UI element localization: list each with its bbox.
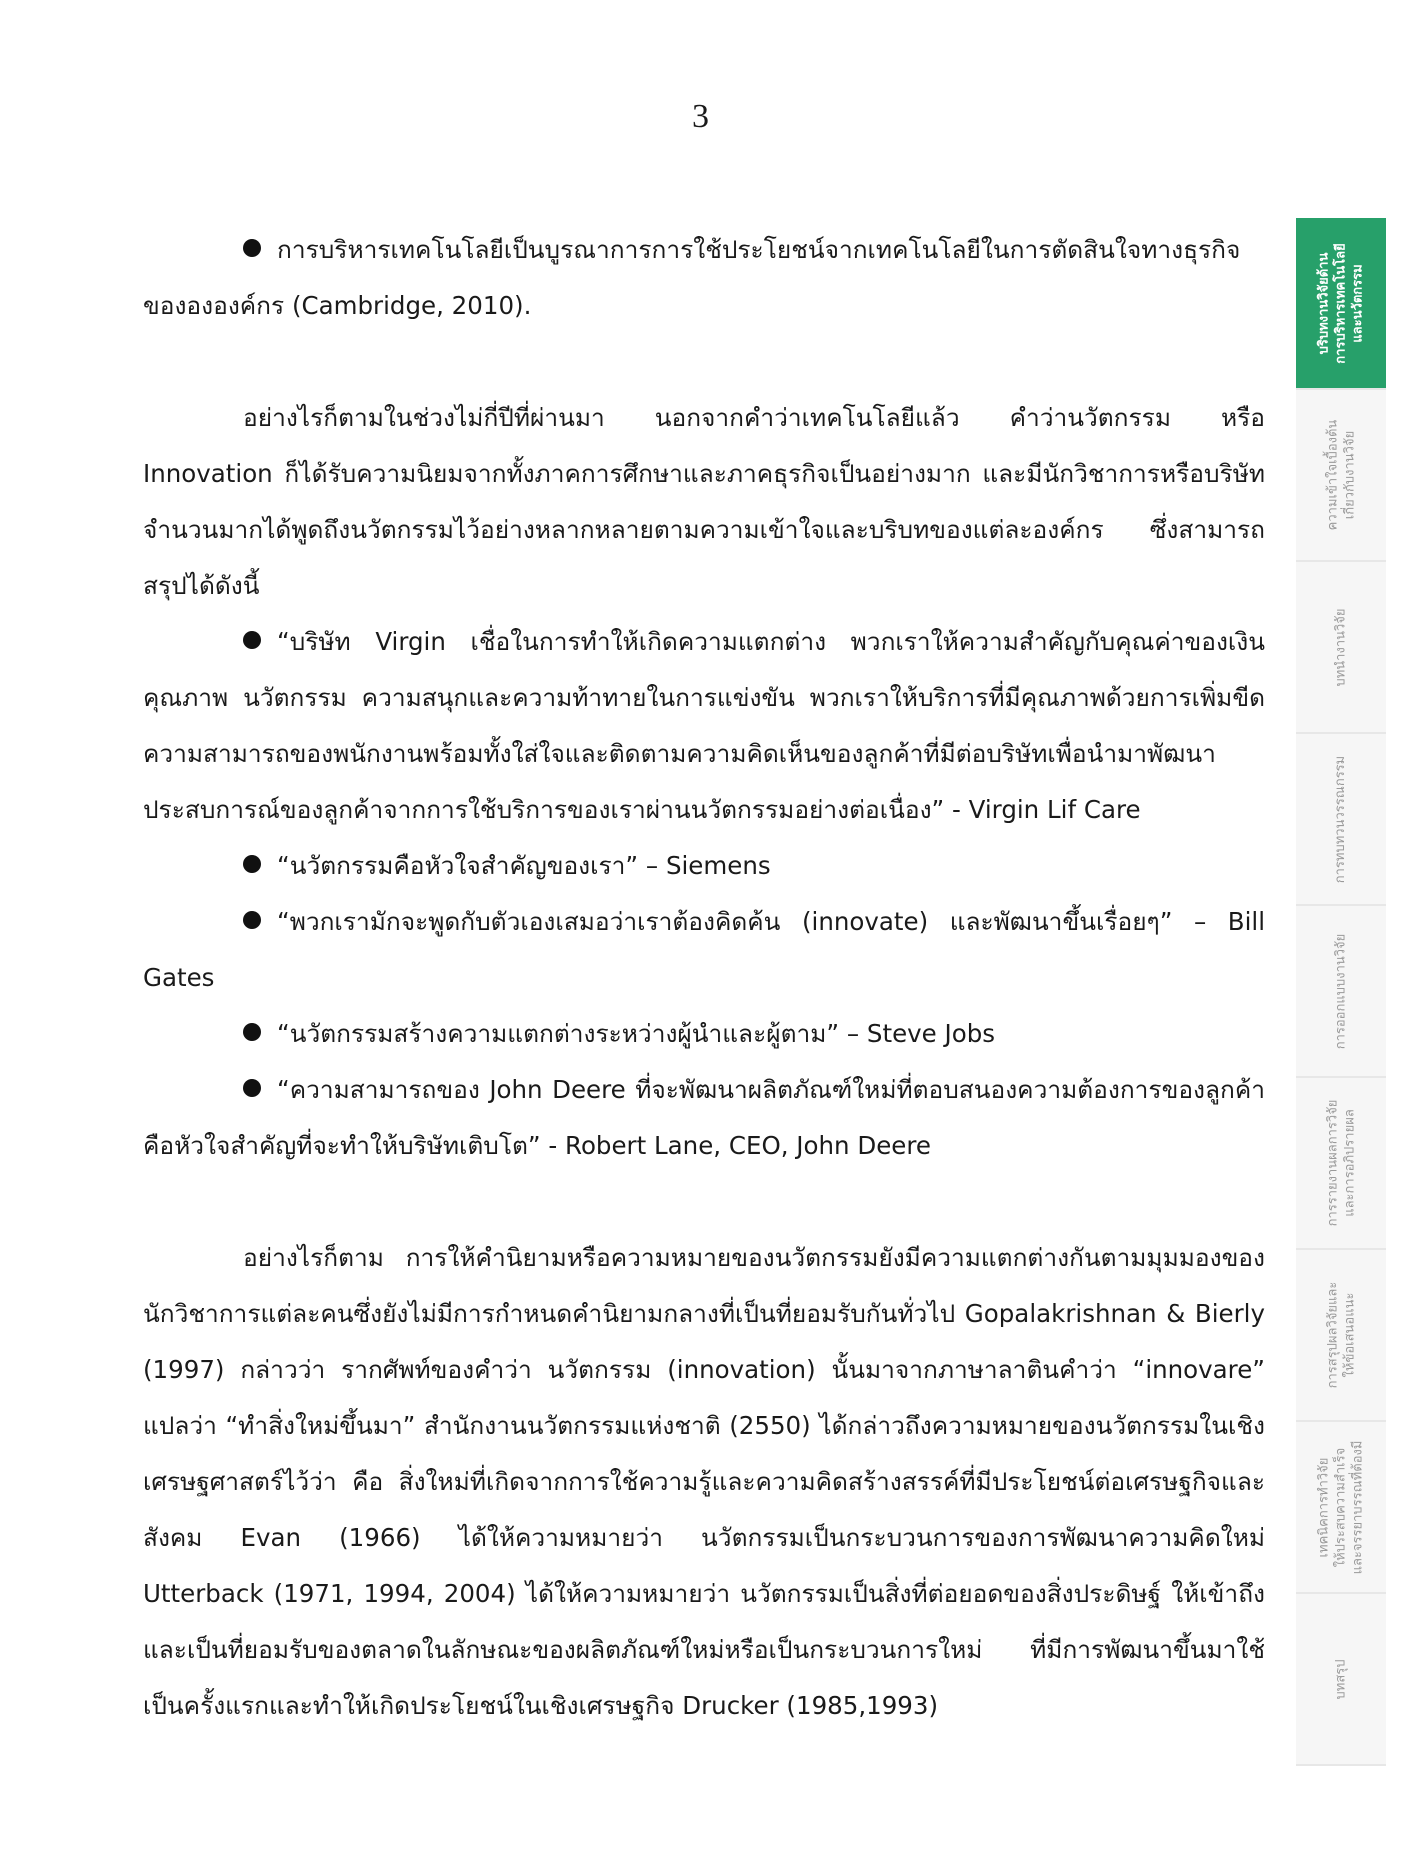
tab-research-basics[interactable] (1296, 390, 1386, 562)
quote-text: “พวกเรามักจะพูดกับตัวเองเสมอว่าเราต้องคิดค้น (innovate) และพัฒนาขึ้นเรื่อยๆ” – Bill Gates (143, 907, 1265, 992)
tab-techniques-ethics[interactable] (1296, 1422, 1386, 1594)
bullet-icon (243, 239, 261, 257)
tab-label: การออกแบบงานวิจัย (1333, 933, 1349, 1049)
quote-text: “นวัตกรรมสร้างความแตกต่างระหว่างผู้นำและผู้ตาม” – Steve Jobs (277, 1019, 996, 1048)
document-body (143, 222, 1265, 1734)
tab-research-context[interactable] (1296, 218, 1386, 390)
tab-label: การสรุปผลวิจัยและ ให้ข้อเสนอแนะ (1325, 1281, 1357, 1389)
paragraph: อย่างไรก็ตามในช่วงไม่กี่ปีที่ผ่านมา นอกจากคำว่าเทคโนโลยีแล้ว คำว่านวัตกรรม หรือ Innovation ก็ได้รับความนิยมจากทั้งภาคการศึกษาและภาคธุรกิจเป็นอย่างมาก และมีนักวิชาการหรือบริษัทจำนวนมากได้พูดถึงนวัตกรรมไว้อย่างหลากหลายตามความเข้าใจและบริบทของแต่ละองค์กร ซึ่งสามารถสรุปได้ดังนี้ (143, 403, 1265, 600)
bullet-icon (243, 911, 261, 929)
bullet-icon (243, 1023, 261, 1041)
quote-text: “บริษัท Virgin เชื่อในการทำให้เกิดความแตกต่าง พวกเราให้ความสำคัญกับคุณค่าของเงิน คุณภาพ นวัตกรรม ความสนุกและความท้าทายในการแข่งขัน พวกเราให้บริการที่มีคุณภาพด้วยการเพิ่มขีดความสามารถของพนักงานพร้อมทั้งใส่ใจและติดตามความคิดเห็นของลูกค้าที่มีต่อบริษัทเพื่อนำมาพัฒนาประสบการณ์ของลูกค้าจากการใช้บริการของเราผ่านนวัตกรรมอย่างต่อเนื่อง” - Virgin Lif Care (143, 627, 1265, 824)
tab-label: ความเข้าใจเบื้องต้น เกี่ยวกับงานวิจัย (1325, 419, 1358, 531)
quote-item (143, 614, 1265, 838)
tab-results-discussion[interactable] (1296, 1078, 1386, 1250)
quote-item (143, 1006, 1265, 1062)
tab-label: บริบทงานวิจัยด้าน การบริหารเทคโนโลยี และนวัตกรรม (1316, 242, 1366, 364)
bullet-icon (243, 855, 261, 873)
tab-literature-review[interactable] (1296, 734, 1386, 906)
tab-introduction[interactable] (1296, 562, 1386, 734)
quote-text: “ความสามารถของ John Deere ที่จะพัฒนาผลิตภัณฑ์ใหม่ที่ตอบสนองความต้องการของลูกค้าคือหัวใจสำคัญที่จะทำให้บริษัทเติบโต” - Robert Lane, CEO, John Deere (143, 1075, 1265, 1160)
tab-label: การทบทวนวรรณกรรม (1333, 755, 1349, 883)
chapter-tabs (1296, 218, 1386, 1766)
tab-research-design[interactable] (1296, 906, 1386, 1078)
bullet-icon (243, 1079, 261, 1097)
bullet-item (143, 222, 1265, 334)
tab-conclusion-recommendations[interactable] (1296, 1250, 1386, 1422)
paragraph: อย่างไรก็ตาม การให้คำนิยามหรือความหมายของนวัตกรรมยังมีความแตกต่างกันตามมุมมองของนักวิชาการแต่ละคนซึ่งยังไม่มีการกำหนดคำนิยามกลางที่เป็นที่ยอมรับกันทั่วไป Gopalakrishnan & Bierly (1997) กล่าวว่า รากศัพท์ของคำว่า นวัตกรรม (innovation) นั้นมาจากภาษาลาตินคำว่า “innovare” แปลว่า “ทำสิ่งใหม่ขึ้นมา” สำนักงานนวัตกรรมแห่งชาติ (2550) ได้กล่าวถึงความหมายของนวัตกรรมในเชิง เศรษฐศาสตร์ไว้ว่า คือ สิ่งใหม่ที่เกิดจากการใช้ความรู้และความคิดสร้างสรรค์ที่มีประโยชน์ต่อเศรษฐกิจและสังคม Evan (1966) ได้ให้ความหมายว่า นวัตกรรมเป็นกระบวนการของการพัฒนาความคิดใหม่ Utterback (1971, 1994, 2004) ได้ให้ความหมายว่า นวัตกรรมเป็นสิ่งที่ต่อยอดของสิ่งประดิษฐ์ ให้เข้าถึงและเป็นที่ยอมรับของตลาดในลักษณะของผลิตภัณฑ์ใหม่หรือเป็นกระบวนการใหม่ ที่มีการพัฒนาขึ้นมาใช้เป็นครั้งแรกและทำให้เกิดประโยชน์ในเชิงเศรษฐกิจ Drucker (1985,1993) (143, 1243, 1265, 1720)
tab-label: บทนำงานวิจัย (1333, 607, 1349, 687)
page-number: 3 (692, 98, 709, 135)
bullet-text: การบริหารเทคโนโลยีเป็นบูรณาการการใช้ประโยชน์จากเทคโนโลยีในการตัดสินใจทางธุรกิจของององค์กร (Cambridge, 2010). (143, 235, 1241, 320)
quote-text: “นวัตกรรมคือหัวใจสำคัญของเรา” – Siemens (277, 851, 771, 880)
quote-item (143, 838, 1265, 894)
tab-label: บทสรุป (1333, 1659, 1349, 1699)
quote-item (143, 894, 1265, 1006)
tab-label: การรายงานผลการวิจัย และการอภิปรายผล (1325, 1099, 1358, 1227)
bullet-icon (243, 631, 261, 649)
quote-item (143, 1062, 1265, 1174)
tab-label: เทคนิคการทำวิจัย ให้ประสบความสำเร็จ และจรรยาบรรณที่ต้องมี (1316, 1440, 1366, 1574)
tab-summary[interactable] (1296, 1594, 1386, 1766)
